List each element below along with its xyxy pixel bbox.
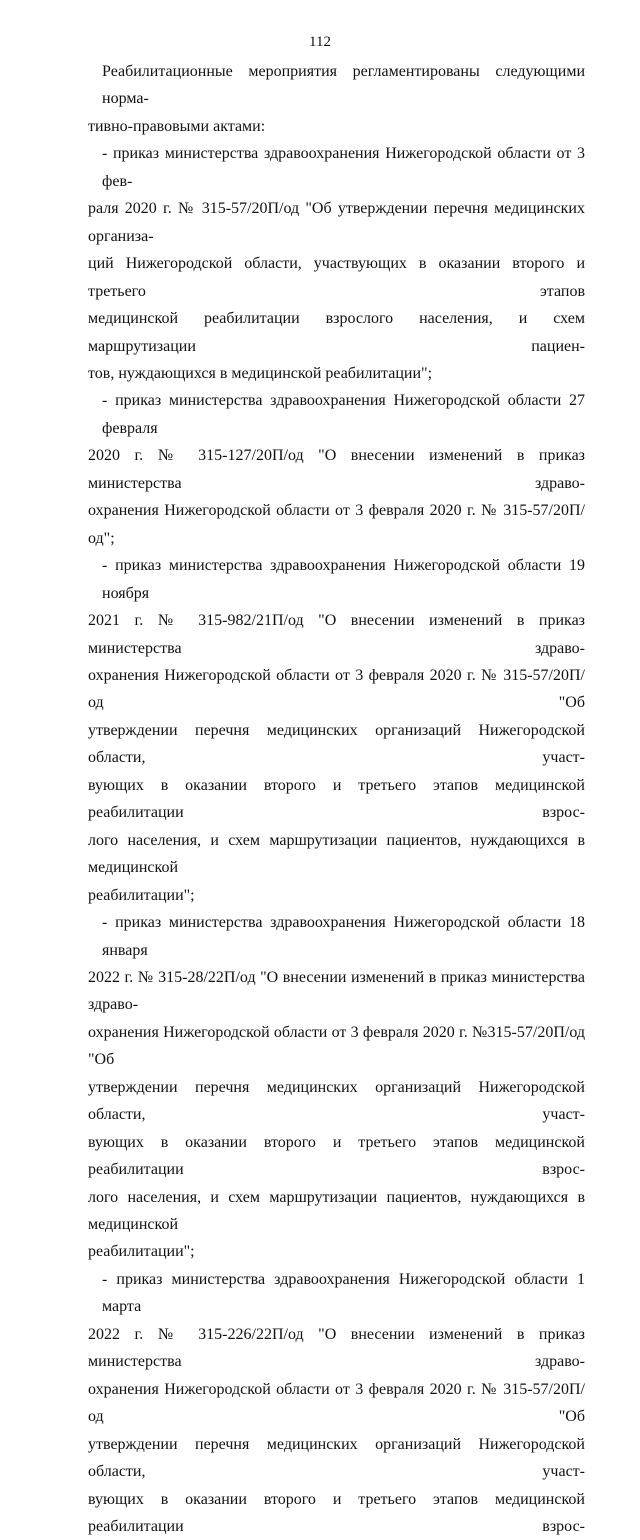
text-line: охранения Нижегородской области от 3 февраля 2020 г. №315-57/20П/од "Об [88, 1023, 585, 1069]
text-line: 2020 г. № 315-127/20П/од "О внесении изменений в приказ министерства здраво- [88, 447, 585, 492]
text-line: лого населения, и схем маршрутизации пациентов, нуждающихся в медицинской [88, 831, 585, 877]
text-line: реабилитации"; [88, 886, 195, 904]
text-line: - приказ министерства здравоохранения Нижегородской области 19 ноября [102, 557, 585, 602]
text-line: - приказ министерства здравоохранения Нижегородской области 18 января [102, 914, 585, 959]
text-line: - приказ министерства здравоохранения Нижегородской области 27 февраля [102, 392, 585, 437]
text-line: раля 2020 г. № 315-57/20П/од "Об утверждении перечня медицинских организа- [88, 200, 585, 245]
paragraph [88, 909, 585, 1266]
text-line: вующих в оказании второго и третьего этапов медицинской реабилитации взрос- [88, 1490, 585, 1536]
text-line: - приказ министерства здравоохранения Нижегородской области 1 марта [102, 1270, 585, 1316]
page-number: 112 [309, 34, 331, 50]
paragraph [88, 1266, 585, 1540]
text-line: вующих в оказании второго и третьего этапов медицинской реабилитации взрос- [88, 1133, 585, 1179]
text-line: охранения Нижегородской области от 3 февраля 2020 г. № 315-57/20П/од "Об [88, 1380, 585, 1426]
text-line: охранения Нижегородской области от 3 февраля 2020 г. № 315-57/20П/од"; [88, 502, 585, 547]
text-line: реабилитации"; [88, 1243, 195, 1261]
text-line: охранения Нижегородской области от 3 февраля 2020 г. № 315-57/20П/од "Об [88, 666, 585, 712]
text-line: вующих в оказании второго и третьего этапов медицинской реабилитации взрос- [88, 776, 585, 822]
text-line: 2022 г. № 315-226/22П/од "О внесении изменений в приказ министерства здраво- [88, 1325, 585, 1371]
text-line: лого населения, и схем маршрутизации пациентов, нуждающихся в медицинской [88, 1188, 585, 1234]
text-line: ций Нижегородской области, участвующих в оказании второго и третьего этапов [88, 255, 585, 300]
paragraph [88, 58, 585, 140]
paragraph [88, 387, 585, 552]
text-line: утверждении перечня медицинских организаций Нижегородской области, участ- [88, 1435, 585, 1481]
document-body [88, 58, 585, 1540]
text-line: утверждении перечня медицинских организаций Нижегородской области, участ- [88, 721, 585, 767]
paragraph [88, 140, 585, 387]
text-line: 2021 г. № 315-982/21П/од "О внесении изменений в приказ министерства здраво- [88, 612, 585, 657]
text-line: Реабилитационные мероприятия регламентированы следующими норма- [102, 63, 585, 108]
text-line: тов, нуждающихся в медицинской реабилитации"; [88, 364, 433, 382]
text-line: медицинской реабилитации взрослого населения, и схем маршрутизации пациен- [88, 310, 585, 355]
text-line: 2022 г. № 315-28/22П/од "О внесении изменений в приказ министерства здраво- [88, 968, 585, 1014]
text-line: утверждении перечня медицинских организаций Нижегородской области, участ- [88, 1078, 585, 1124]
text-line: - приказ министерства здравоохранения Нижегородской области от 3 фев- [102, 145, 585, 190]
text-line: тивно-правовыми актами: [88, 117, 266, 135]
paragraph [88, 552, 585, 909]
